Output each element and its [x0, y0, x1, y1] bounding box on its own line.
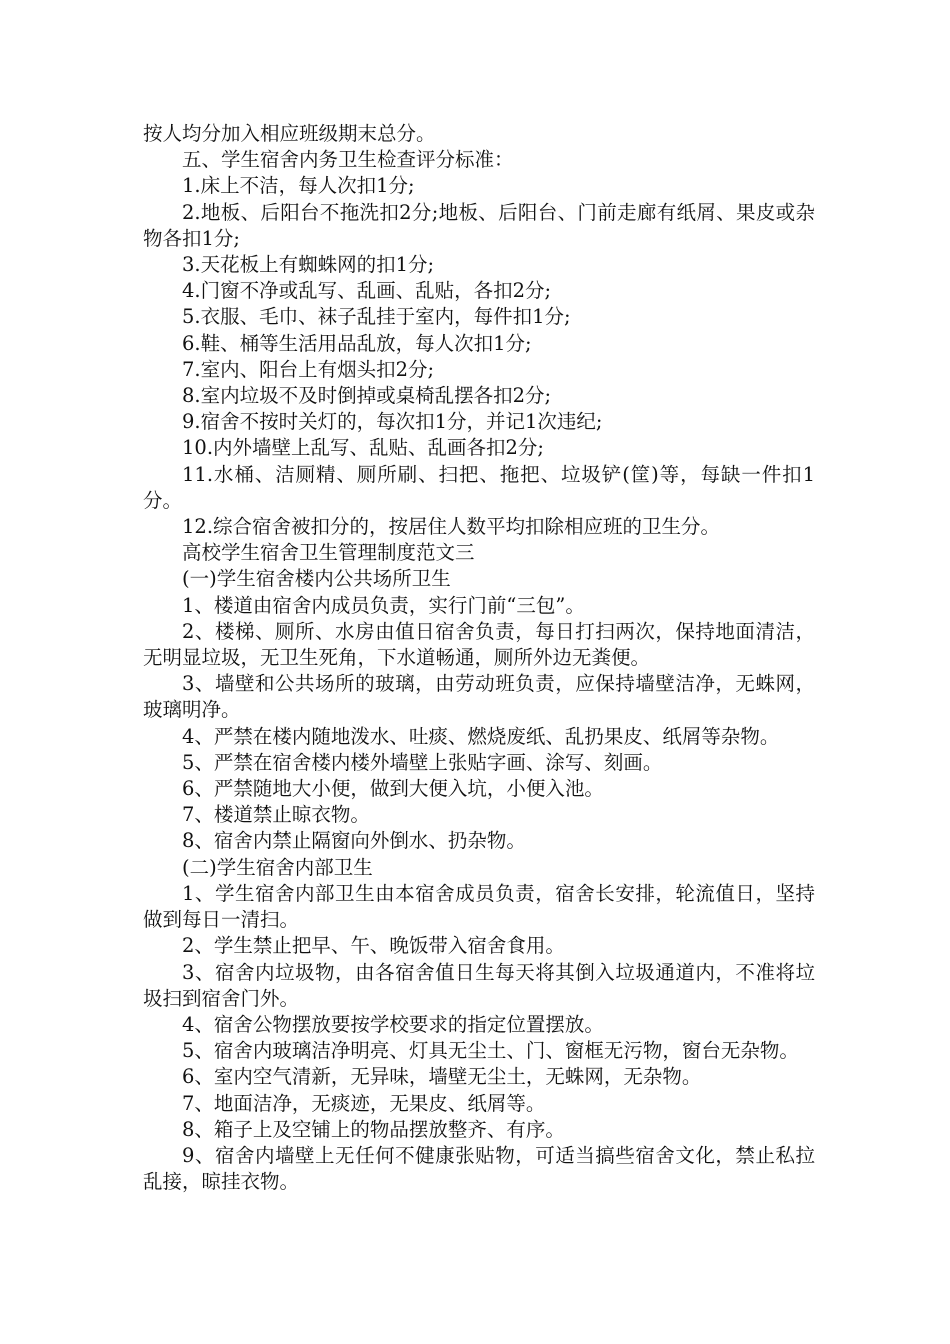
public-rule-3: 3、墙壁和公共场所的玻璃，由劳动班负责，应保持墙壁洁净，无蛛网，玻璃明净。 — [143, 672, 815, 722]
internal-rule-2: 2、学生禁止把早、午、晚饭带入宿舍食用。 — [182, 934, 565, 958]
internal-rule-5: 5、宿舍内玻璃洁净明亮、灯具无尘土、门、窗框无污物，窗台无杂物。 — [182, 1039, 799, 1063]
section-heading-internal: (二)学生宿舍内部卫生 — [182, 855, 373, 879]
paragraph-continuation: 按人均分加入相应班级期末总分。 — [143, 122, 436, 145]
public-rule-4: 4、严禁在楼内随地泼水、吐痰、燃烧废纸、乱扔果皮、纸屑等杂物。 — [182, 724, 780, 748]
scoring-rule-9: 9.宿舍不按时关灯的，每次扣1分，并记1次违纪; — [182, 410, 603, 434]
scoring-rule-3: 3.天花板上有蜘蛛网的扣1分; — [182, 253, 435, 277]
public-rule-6: 6、严禁随地大小便，做到大便入坑，小便入池。 — [182, 777, 604, 801]
internal-rule-4: 4、宿舍公物摆放要按学校要求的指定位置摆放。 — [182, 1012, 604, 1036]
internal-rule-3: 3、宿舍内垃圾物，由各宿舍值日生每天将其倒入垃圾通道内，不准将垃圾扫到宿舍门外。 — [143, 960, 815, 1010]
internal-rule-7: 7、地面洁净，无痰迹，无果皮、纸屑等。 — [182, 1091, 546, 1115]
internal-rule-9: 9、宿舍内墙壁上无任何不健康张贴物，可适当搞些宿舍文化，禁止私拉乱接，晾挂衣物。 — [143, 1143, 815, 1194]
section-heading-public: (一)学生宿舍楼内公共场所卫生 — [182, 567, 451, 591]
section-heading-5: 五、学生宿舍内务卫生检查评分标准： — [182, 148, 514, 172]
document-body — [143, 121, 815, 1195]
public-rule-1: 1、楼道由宿舍内成员负责，实行门前“三包”。 — [182, 593, 585, 617]
public-rule-8: 8、宿舍内禁止隔窗向外倒水、扔杂物。 — [182, 829, 526, 853]
public-rule-2: 2、楼梯、厕所、水房由值日宿舍负责，每日打扫两次，保持地面清洁，无明显垃圾，无卫生死角，下水道畅通，厕所外边无粪便。 — [143, 619, 815, 670]
scoring-rule-4: 4.门窗不净或乱写、乱画、乱贴，各扣2分; — [182, 279, 552, 303]
public-rule-7: 7、楼道禁止晾衣物。 — [182, 803, 370, 827]
internal-rule-8: 8、箱子上及空铺上的物品摆放整齐、有序。 — [182, 1117, 565, 1141]
internal-rule-6: 6、室内空气清新，无异味，墙壁无尘土，无蛛网，无杂物。 — [182, 1065, 702, 1089]
public-rule-5: 5、严禁在宿舍楼内楼外墙壁上张贴字画、涂写、刻画。 — [182, 750, 663, 774]
scoring-rule-6: 6.鞋、桶等生活用品乱放，每人次扣1分; — [182, 331, 532, 355]
scoring-rule-1: 1.床上不洁，每人次扣1分; — [182, 174, 415, 198]
document-subtitle: 高校学生宿舍卫生管理制度范文三 — [182, 541, 475, 565]
scoring-rule-10: 10.内外墙壁上乱写、乱贴、乱画各扣2分; — [182, 436, 544, 460]
internal-rule-1: 1、学生宿舍内部卫生由本宿舍成员负责，宿舍长安排，轮流值日，坚持做到每日一清扫。 — [143, 881, 815, 932]
scoring-rule-8: 8.室内垃圾不及时倒掉或桌椅乱摆各扣2分; — [182, 384, 552, 408]
scoring-rule-11: 11.水桶、洁厕精、厕所刷、扫把、拖把、垃圾铲(筐)等，每缺一件扣1分。 — [143, 462, 815, 512]
scoring-rule-12: 12.综合宿舍被扣分的，按居住人数平均扣除相应班的卫生分。 — [182, 515, 721, 539]
scoring-rule-7: 7.室内、阳台上有烟头扣2分; — [182, 357, 435, 381]
scoring-rule-5: 5.衣服、毛巾、袜子乱挂于室内，每件扣1分; — [182, 305, 571, 329]
scoring-rule-2: 2.地板、后阳台不拖洗扣2分;地板、后阳台、门前走廊有纸屑、果皮或杂物各扣1分; — [143, 200, 815, 250]
